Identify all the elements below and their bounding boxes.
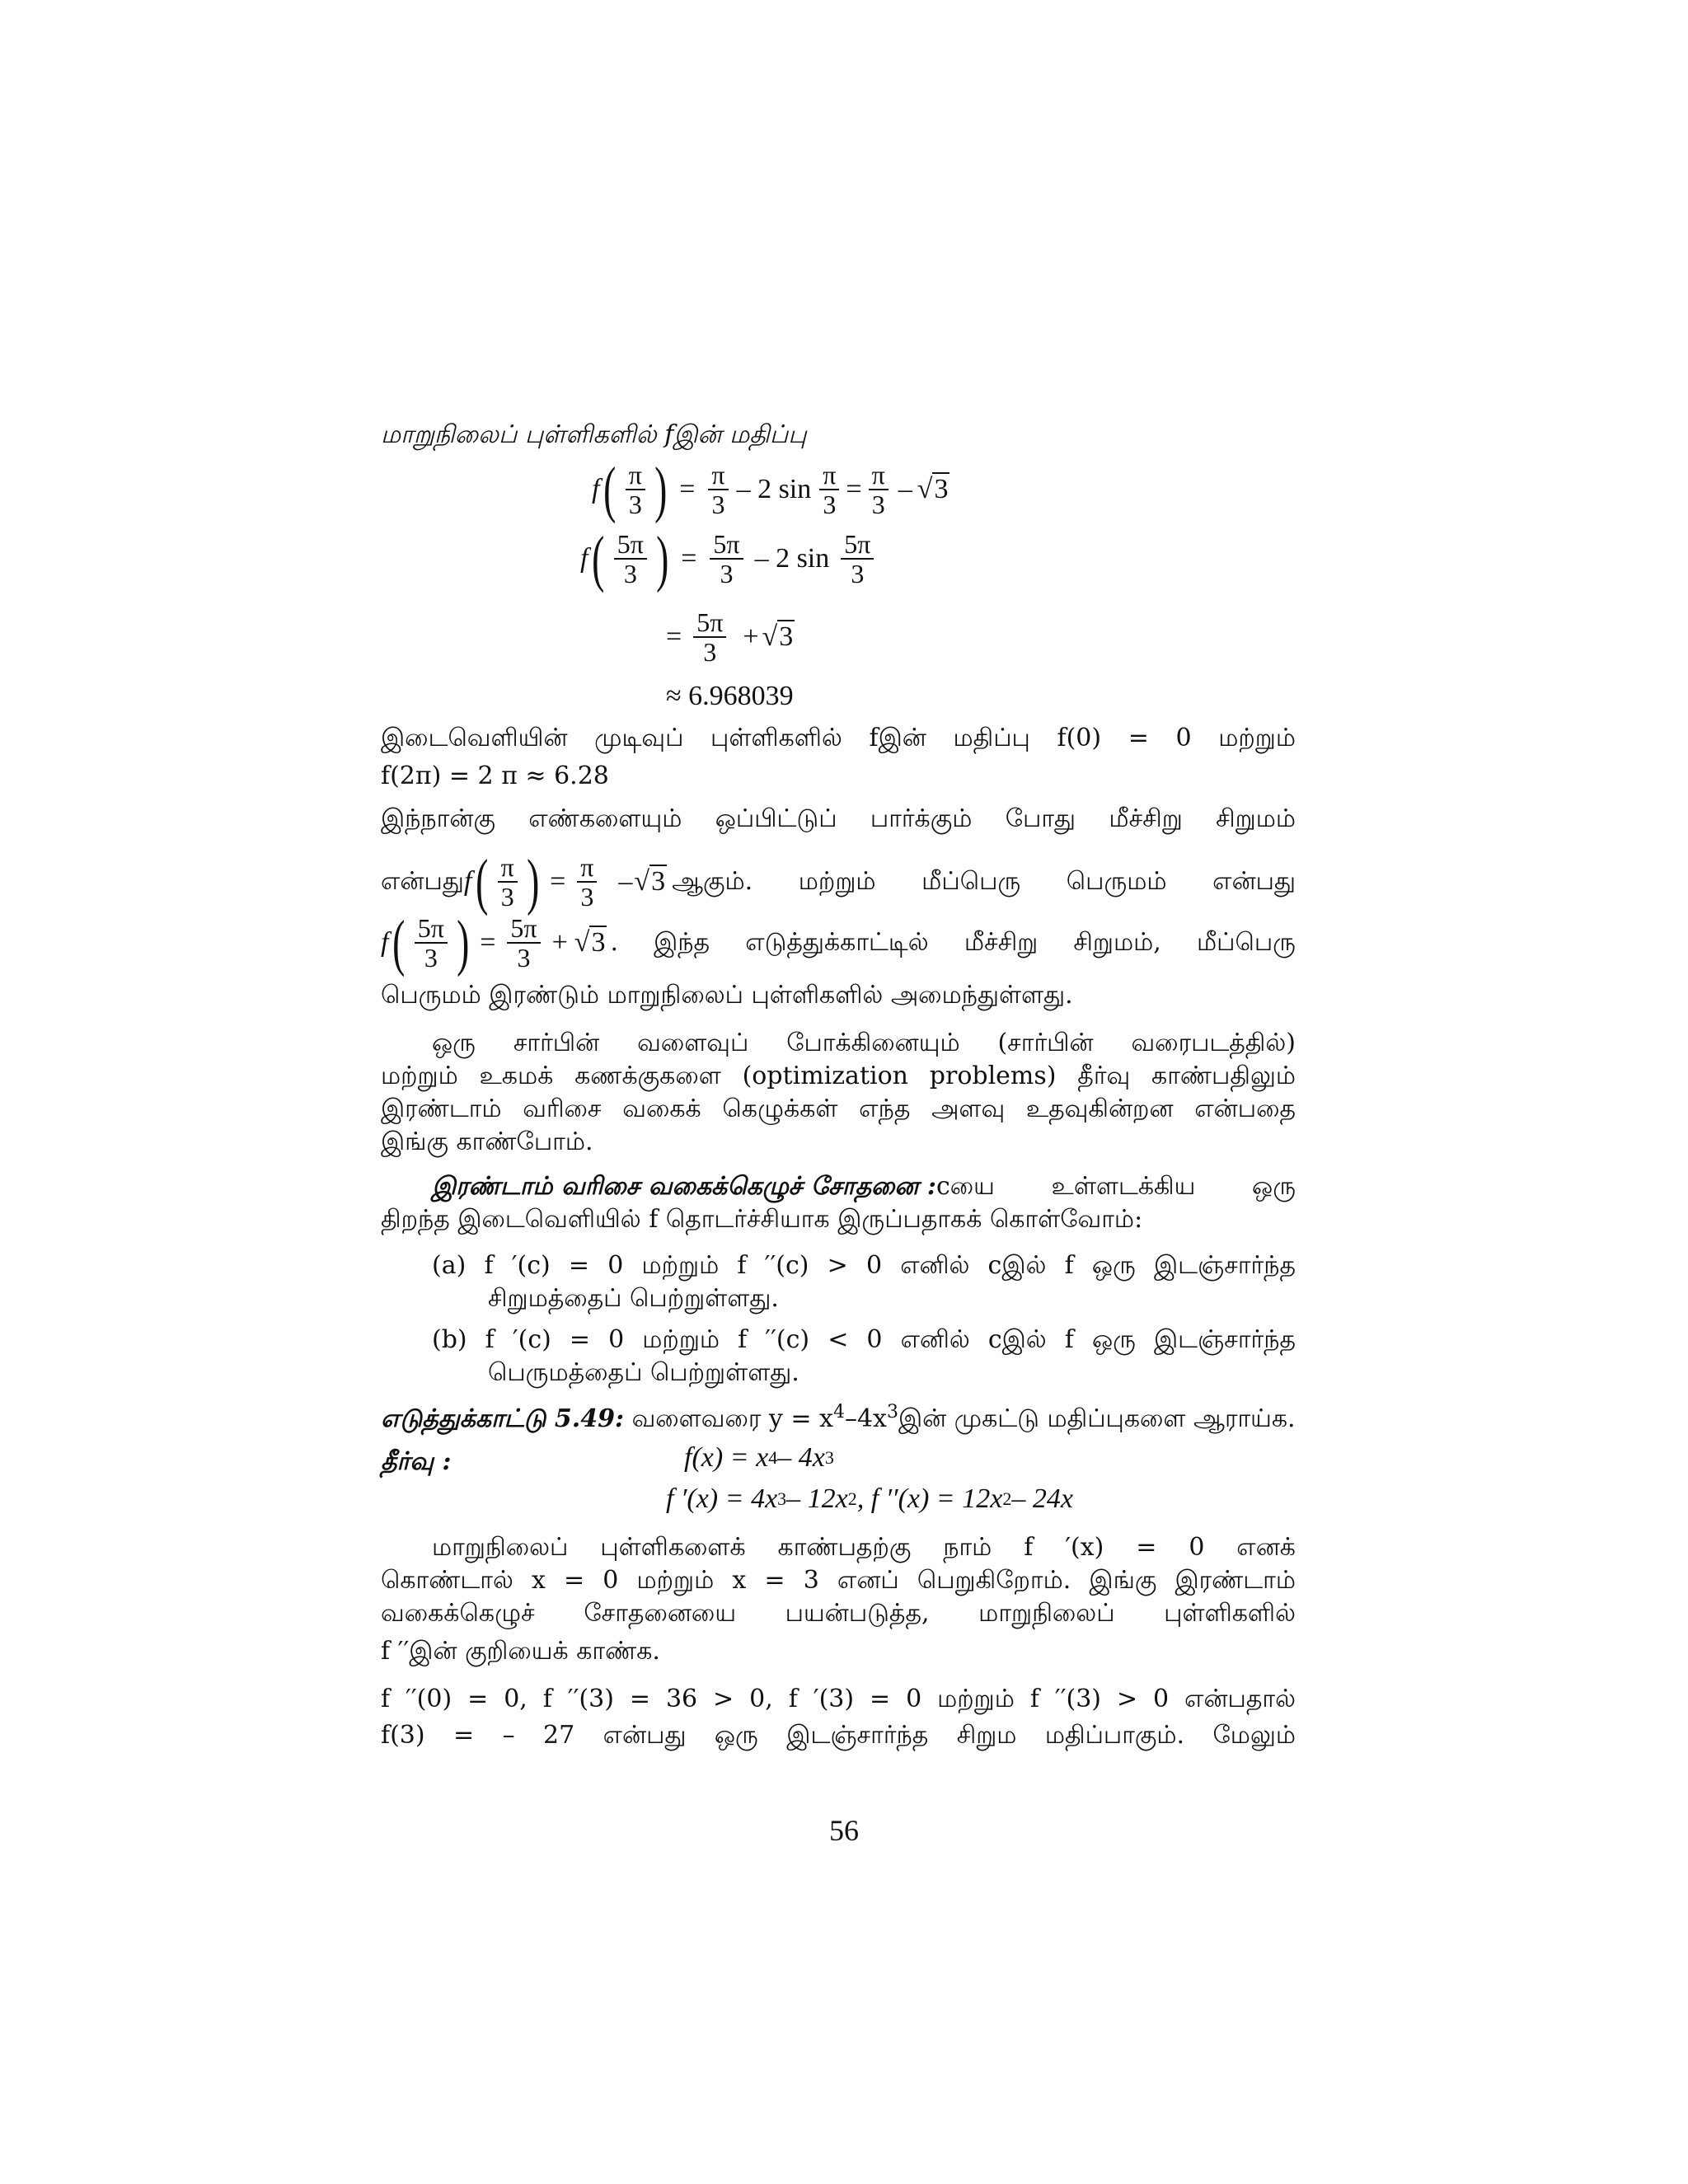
compare3-f: f xyxy=(381,927,389,958)
compare2-frac: $\frac{\pi}{3}$ xyxy=(577,853,597,911)
compare-line-1: இந்நான்கு எண்களையும் ஒப்பிட்டுப் பார்க்கும் போது மீச்சிறு சிறுமம் xyxy=(381,804,1296,833)
eq2-f: f xyxy=(580,543,588,574)
compare2-lparen: ( xyxy=(476,847,489,916)
compare3-plus: + xyxy=(551,927,568,958)
compare3-sqrt: √3 xyxy=(574,927,606,958)
compare2-rparen: ) xyxy=(526,847,540,916)
para2-line-4: f ′′இன் குறியைக் காண்க. xyxy=(381,1637,660,1666)
solution-label: தீர்வு : xyxy=(381,1447,452,1476)
page-number: 56 xyxy=(829,1814,859,1847)
compare2-f: f xyxy=(463,866,472,897)
compare-line-3 xyxy=(381,910,1296,976)
sol-eq2-d: – 24x xyxy=(1011,1483,1073,1514)
endpoints-line-2: f(2π) = 2 π ≈ 6.28 xyxy=(381,762,609,790)
eq1-f: f xyxy=(592,474,600,504)
eq2-arg-fraction: $\frac{5\pi}{3}$ xyxy=(614,530,647,588)
example-end: இன் முகட்டு மதிப்புகளை ஆராய்க. xyxy=(898,1404,1296,1433)
compare2-sqrt: √3 xyxy=(634,866,666,897)
example-label: எடுத்துக்காட்டு 5.49: xyxy=(381,1404,625,1433)
sol-eq1-m: – 4x xyxy=(777,1442,825,1473)
compare2-equals: = xyxy=(550,866,566,897)
para1-line-4: இங்கு காண்போம். xyxy=(381,1127,593,1156)
compare2-math xyxy=(463,847,667,916)
item-a-line-1: (a) f ′(c) = 0 மற்றும் f ′′(c) > 0 எனில் cஇல் f ஒரு இடஞ்சார்ந்த xyxy=(432,1251,1296,1280)
para1-line-3: இரண்டாம் வரிசை வகைக் கெழுக்கள் எந்த அளவு உதவுகின்றன என்பதை xyxy=(381,1094,1296,1123)
equation-f-pi-over-3 xyxy=(592,455,950,524)
item-b-line-2: பெருமத்தைப் பெற்றுள்ளது. xyxy=(488,1358,799,1387)
eq1-lparen: ( xyxy=(603,455,617,524)
eq1-equals2: = xyxy=(846,474,862,504)
endpoints-line-1: இடைவெளியின் முடிவுப் புள்ளிகளில் fஇன் மதிப்பு f(0) = 0 மற்றும் xyxy=(381,724,1296,752)
equation-5pi-plus-sqrt3 xyxy=(666,608,795,666)
eq1-rparen: ) xyxy=(654,455,668,524)
equation-approx-value xyxy=(666,681,794,712)
eq2-minus-sin: – 2 sin xyxy=(754,543,830,574)
compare3-equals: = xyxy=(480,927,496,958)
eq1-equals: = xyxy=(679,474,696,504)
eq1-minus-sin: – 2 sin xyxy=(736,474,812,504)
eq1-frac-b: $\frac{\pi}{3}$ xyxy=(869,461,889,518)
para2-line-1: மாறுநிலைப் புள்ளிகளைக் காண்பதற்கு நாம் f ′(x) = 0 எனக் xyxy=(432,1533,1296,1562)
sol-eq1-a: f(x) = x xyxy=(684,1442,769,1473)
example-sup2: 3 xyxy=(886,1402,898,1422)
test-line1-rest: cயை உள்ளடக்கிய ஒரு xyxy=(935,1172,1296,1201)
eq1-minus: – xyxy=(898,474,912,504)
equation-f-5pi-over-3 xyxy=(580,524,879,593)
eq4-approx: ≈ 6.968039 xyxy=(666,681,794,711)
item-a-line-2: சிறுமத்தைப் பெற்றுள்ளது. xyxy=(488,1284,779,1313)
eq1-frac-a: $\frac{\pi}{3}$ xyxy=(708,461,728,518)
sol-eq2-c: , f ′′(x) = 12x xyxy=(856,1483,1003,1514)
solution-equation-2: f ′(x) = 4x 3 – 12x 2 , f ′′(x) = 12x 2 – 24x xyxy=(666,1483,1073,1514)
eq1-sqrt: √3 xyxy=(917,474,949,504)
eq2-frac-a: $\frac{5\pi}{3}$ xyxy=(710,530,743,588)
compare-line-4: பெருமம் இரண்டும் மாறுநிலைப் புள்ளிகளில் அமைந்துள்ளது. xyxy=(381,981,1073,1010)
compare3-frac-arg: $\frac{5\pi}{3}$ xyxy=(415,914,448,972)
compare2-minus: – xyxy=(618,866,633,897)
para1-line-2: மற்றும் உகமக் கணக்குகளை (optimization problems) தீர்வு காண்பதிலும் xyxy=(381,1062,1296,1090)
para3-line-1: f ′′(0) = 0, f ′′(3) = 36 > 0, f ′(3) = 0 மற்றும் f ′′(3) > 0 என்பதால் xyxy=(381,1685,1296,1713)
compare-line-2 xyxy=(381,849,1296,915)
example-5-49 xyxy=(381,1403,1296,1436)
eq3-sqrt: √3 xyxy=(762,621,794,652)
compare3-lparen: ( xyxy=(392,908,406,977)
sol-eq2-a: f ′(x) = 4x xyxy=(666,1483,778,1514)
eq2-frac-s: $\frac{5\pi}{3}$ xyxy=(841,530,874,588)
compare2-pre: என்பது xyxy=(381,867,464,896)
compare3-post: . இந்த எடுத்துக்காட்டில் மீச்சிறு சிறுமம், மீப்பெரு xyxy=(610,928,1296,957)
critical-points-intro: மாறுநிலைப் புள்ளிகளில் fஇன் மதிப்பு xyxy=(381,420,807,449)
eq2-rparen: ) xyxy=(655,524,669,593)
example-sup1: 4 xyxy=(832,1402,845,1422)
compare3-frac: $\frac{5\pi}{3}$ xyxy=(507,914,540,972)
compare3-math xyxy=(381,908,607,977)
eq1-frac-s: $\frac{\pi}{3}$ xyxy=(819,461,839,518)
para3-line-2: f(3) = – 27 என்பது ஒரு இடஞ்சார்ந்த சிறும மதிப்பாகும். மேலும் xyxy=(381,1721,1296,1750)
example-mid: –4x xyxy=(844,1404,887,1433)
eq3-frac: $\frac{5\pi}{3}$ xyxy=(693,608,726,666)
para2-line-2: கொண்டால் x = 0 மற்றும் x = 3 எனப் பெறுகிறோம். இங்கு இரண்டாம் xyxy=(381,1566,1296,1595)
second-derivative-test-heading xyxy=(432,1170,1296,1203)
eq2-equals: = xyxy=(681,543,697,574)
solution-equation-1: f(x) = x 4 – 4x 3 xyxy=(684,1442,834,1473)
eq3-plus: + xyxy=(743,621,759,652)
sol-eq2-b: – 12x xyxy=(786,1483,848,1514)
compare2-frac-arg: $\frac{\pi}{3}$ xyxy=(498,853,518,911)
eq1-arg-fraction: $\frac{\pi}{3}$ xyxy=(626,461,645,518)
para1-line-1: ஒரு சார்பின் வளைவுப் போக்கினையும் (சார்பின் வரைபடத்தில்) xyxy=(432,1029,1296,1057)
para2-line-3: வகைக்கெழுச் சோதனையை பயன்படுத்த, மாறுநிலைப் புள்ளிகளில் xyxy=(381,1599,1296,1628)
compare2-post: ஆகும். மற்றும் மீப்பெரு பெருமம் என்பது xyxy=(672,867,1296,896)
example-text: வளைவரை y = x xyxy=(624,1404,833,1433)
test-title: இரண்டாம் வரிசை வகைக்கெழுச் சோதனை : xyxy=(432,1172,936,1201)
item-b-line-1: (b) f ′(c) = 0 மற்றும் f ′′(c) < 0 எனில் cஇல் f ஒரு இடஞ்சார்ந்த xyxy=(432,1325,1296,1354)
test-line-2: திறந்த இடைவெளியில் f தொடர்ச்சியாக இருப்பதாகக் கொள்வோம்: xyxy=(381,1205,1143,1234)
eq2-lparen: ( xyxy=(592,524,605,593)
compare3-rparen: ) xyxy=(456,908,470,977)
eq3-equals: = xyxy=(666,621,682,652)
